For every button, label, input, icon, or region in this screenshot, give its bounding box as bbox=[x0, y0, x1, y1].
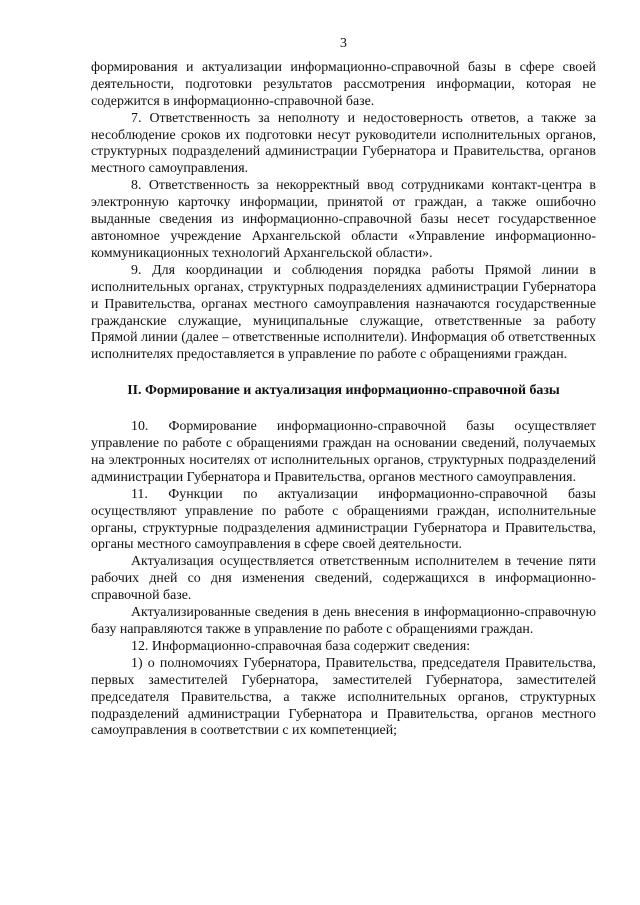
paragraph-actualized-data: Актуализированные сведения в день внесения в информационно-справочную базу направляются также в управление по работе с обращениями граждан. bbox=[91, 605, 596, 637]
paragraph-7: 7. Ответственность за неполноту и недостоверность ответов, а также за несоблюдение сроков их подготовки несут руководители исполнительных органов, структурных подразделений администрации Губернатора и Правительства, органов местного самоуправления. bbox=[91, 110, 596, 177]
page-number: 3 bbox=[340, 36, 347, 51]
paragraph-actualization: Актуализация осуществляется ответственным исполнителем в течение пяти рабочих дней со дня изменения сведений, содержащихся в информационно-справочной базе. bbox=[91, 554, 596, 604]
document-page bbox=[91, 36, 596, 740]
paragraph-continuation: формирования и актуализации информационно-справочной базы в сфере своей деятельности, подготовки результатов рассмотрения информации, которая не содержится в информационно-справочной базе. bbox=[91, 59, 596, 109]
section-heading: II. Формирование и актуализация информационно-справочной базы bbox=[127, 383, 560, 399]
paragraph-12-item-1: 1) о полномочиях Губернатора, Правительства, председателя Правительства, первых заместителей Губернатора, заместителей Губернатора, заместителей председателя Правительства, а также исполнительных органов, структурных подразделений администрации Губернатора и Правительства, органов местного самоуправления в соответствии с их компетенцией; bbox=[91, 655, 596, 739]
paragraph-11: 11. Функции по актуализации информационно-справочной базы осуществляют управление по работе с обращениями граждан, исполнительные органы, структурные подразделения администрации Губернатора и Правительства, органы местного самоуправления в сфере своей деятельности. bbox=[91, 486, 596, 553]
paragraph-8: 8. Ответственность за некорректный ввод сотрудниками контакт-центра в электронную карточку информации, принятой от граждан, а также ошибочно выданные сведения из информационно-справочной базы несет государственное автономное учреждение Архангельской области «Управление информационно-коммуникационных технологий Архангельской области». bbox=[91, 178, 596, 261]
paragraph-10: 10. Формирование информационно-справочной базы осуществляет управление по работе с обращениями граждан на основании сведений, получаемых на электронных носителях от исполнительных органов, структурных подразделений администрации Губернатора и Правительства, органов местного самоуправления. bbox=[91, 419, 596, 485]
paragraph-9: 9. Для координации и соблюдения порядка работы Прямой линии в исполнительных органах, структурных подразделениях администрации Губернатора и Правительства, органах местного самоуправления назначаются государственные гражданские служащие, муниципальные служащие, ответственные за работу Прямой линии (далее – ответственные исполнители). Информация об ответственных исполнителях предоставляется в управление по работе с обращениями граждан. bbox=[91, 262, 596, 363]
paragraph-12: 12. Информационно-справочная база содержит сведения: bbox=[131, 638, 471, 654]
